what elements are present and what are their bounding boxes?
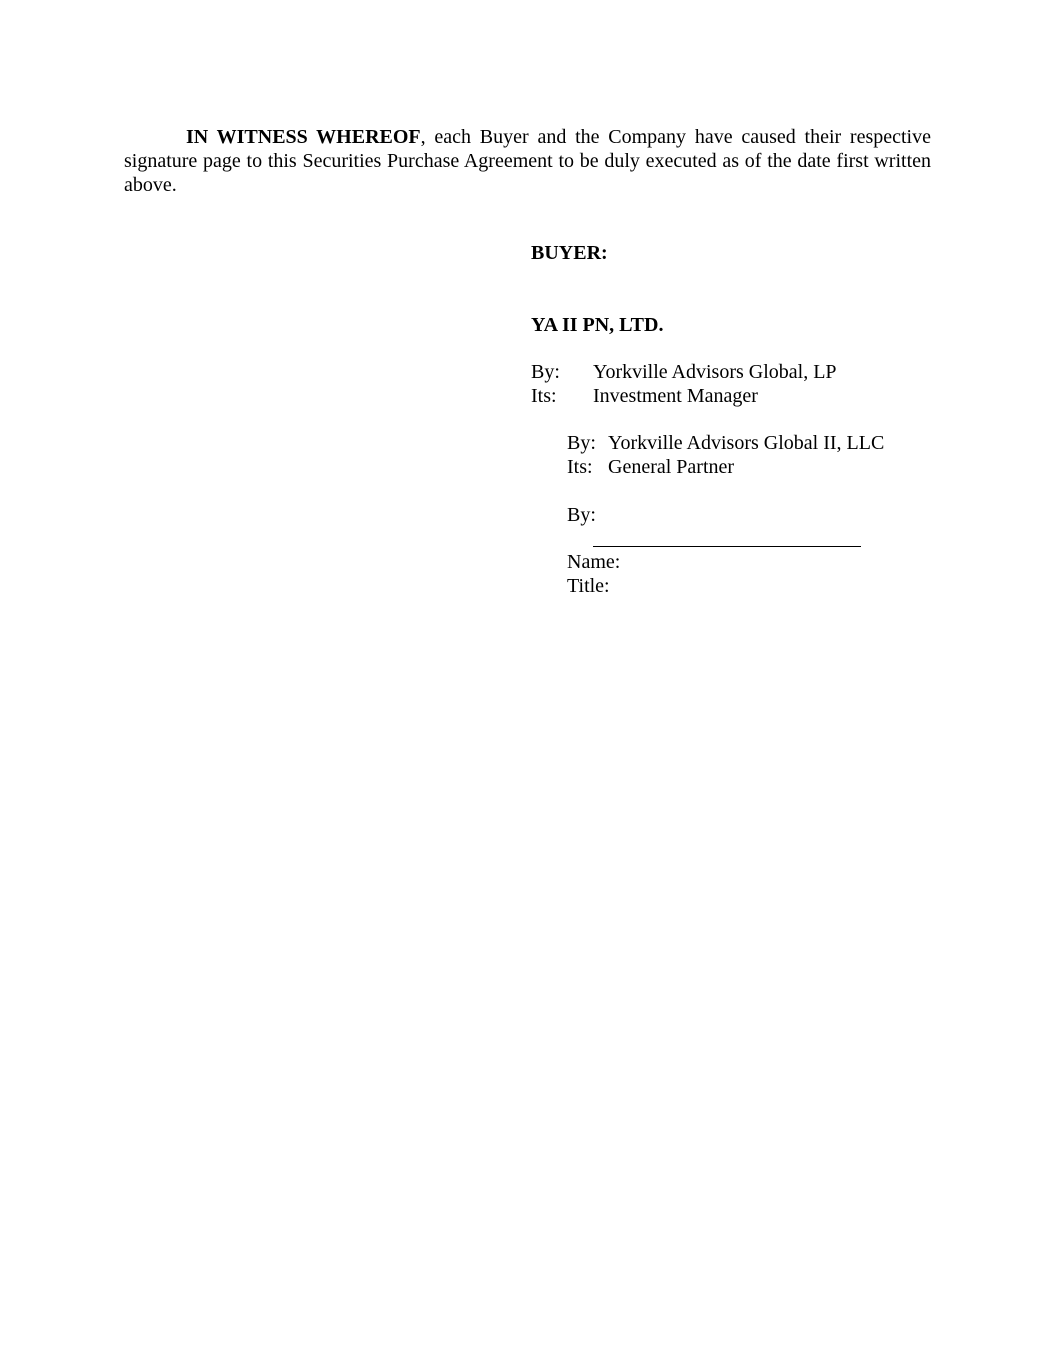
by-label: By:: [531, 361, 560, 383]
signature-line[interactable]: [593, 546, 861, 547]
witness-paragraph: [124, 125, 931, 197]
signer-name-label: Name:: [567, 551, 621, 573]
witness-text: , each Buyer and the Company have caused their respective signature page to this Securities Purchase Agreement to be duly executed as of the date first written above.: [124, 126, 931, 196]
party-label: BUYER:: [531, 242, 608, 264]
sub-by-label: By:: [567, 432, 596, 454]
sub-its-value: General Partner: [608, 456, 735, 478]
sub-by-value: Yorkville Advisors Global II, LLC: [608, 432, 885, 454]
sub-its-label: Its:: [567, 456, 593, 478]
its-value: Investment Manager: [593, 385, 758, 407]
signer-title-label: Title:: [567, 575, 610, 597]
signer-by-label: By:: [567, 504, 596, 526]
its-label: Its:: [531, 385, 557, 407]
by-value: Yorkville Advisors Global, LP: [593, 361, 837, 383]
witness-lead: IN WITNESS WHEREOF: [186, 126, 421, 148]
entity-name: YA II PN, LTD.: [531, 314, 664, 336]
